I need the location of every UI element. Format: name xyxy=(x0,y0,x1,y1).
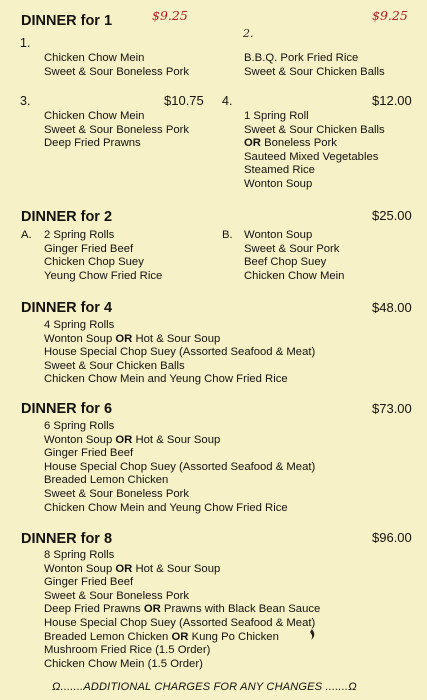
handwritten-price-left: $9.25 xyxy=(152,8,188,23)
option-b-items xyxy=(244,229,344,283)
handwritten-price-right: $9.25 xyxy=(372,8,408,23)
dinner-for-6-items xyxy=(44,420,315,515)
menu-item: Wonton Soup xyxy=(244,177,313,190)
menu-item: Chicken Chow Mein and Yeung Chow Fried Rice xyxy=(44,373,288,386)
menu-item: Sweet & Sour Chicken Balls xyxy=(244,123,385,136)
menu-item: Sweet & Sour Boneless Pork xyxy=(44,487,190,500)
menu-item: 6 Spring Rolls xyxy=(44,420,115,432)
dinner-for-2-title: DINNER for 2 xyxy=(21,209,113,225)
menu-item: Sweet & Sour Pork xyxy=(244,242,340,255)
dinner-for-8-price: $96.00 xyxy=(372,530,412,545)
dinner-for-4-items xyxy=(44,319,315,387)
dinner-for-8-title: DINNER for 8 xyxy=(21,531,113,547)
dinner-for-6-title: DINNER for 6 xyxy=(21,401,113,417)
dinner-for-6-price: $73.00 xyxy=(372,401,412,416)
menu-item: Wonton Soup OR Hot & Sour Soup xyxy=(44,562,221,575)
menu-item: 2 Spring Rolls xyxy=(44,229,115,241)
option-2-items xyxy=(244,52,385,79)
dinner-for-8-items xyxy=(44,549,320,671)
menu-item: Chicken Chow Mein xyxy=(44,52,145,64)
menu-item: Deep Fried Prawns OR Prawns with Black Bean Sauce xyxy=(44,603,321,616)
option-1-number: 1. xyxy=(20,36,31,50)
menu-item: 4 Spring Rolls xyxy=(44,319,115,331)
menu-item: Sweet & Sour Boneless Pork xyxy=(44,123,190,136)
menu-item: Yeung Chow Fried Rice xyxy=(44,269,163,282)
menu-item: Sweet & Sour Boneless Pork xyxy=(44,65,190,78)
menu-item: Chicken Chop Suey xyxy=(44,256,144,269)
menu-item: Beef Chop Suey xyxy=(244,256,327,269)
menu-item: Ginger Fried Beef xyxy=(44,576,134,589)
dinner-for-1-title: DINNER for 1 xyxy=(21,13,113,29)
menu-item: Ginger Fried Beef xyxy=(44,242,134,255)
menu-item: Mushroom Fried Rice (1.5 Order) xyxy=(44,644,211,657)
menu-item: Chicken Chow Mein (1.5 Order) xyxy=(44,657,203,670)
menu-item: Wonton Soup OR Hot & Sour Soup xyxy=(44,433,221,446)
menu-item: 1 Spring Roll xyxy=(244,110,309,122)
option-4-price: $12.00 xyxy=(372,93,412,108)
menu-item: Breaded Lemon Chicken OR Kung Po Chicken xyxy=(44,630,279,643)
menu-item: Deep Fried Prawns xyxy=(44,137,141,150)
option-1-items xyxy=(44,52,189,79)
option-3-price: $10.75 xyxy=(164,93,204,108)
footer-note: Ω.......ADDITIONAL CHARGES FOR ANY CHANGES .......Ω xyxy=(52,681,357,693)
menu-item: Sauteed Mixed Vegetables xyxy=(244,150,379,163)
menu-item: Sweet & Sour Chicken Balls xyxy=(44,359,185,372)
menu-item: Steamed Rice xyxy=(244,164,315,177)
option-b-label: B. xyxy=(222,229,233,241)
menu-item: Chicken Chow Mein xyxy=(244,269,345,282)
dinner-for-4-price: $48.00 xyxy=(372,300,412,315)
menu-item: OR Boneless Pork xyxy=(244,137,337,150)
menu-item: Sweet & Sour Boneless Pork xyxy=(44,589,190,602)
menu-item: Wonton Soup xyxy=(244,229,313,241)
option-a-label: A. xyxy=(21,229,32,241)
menu-item: Chicken Chow Mein and Yeung Chow Fried Rice xyxy=(44,501,288,514)
dinner-for-2-price: $25.00 xyxy=(372,208,412,223)
option-4-number: 4. xyxy=(222,94,233,108)
menu-item: Chicken Chow Mein xyxy=(44,110,145,122)
chili-pepper-icon xyxy=(308,629,316,640)
menu-item: Sweet & Sour Chicken Balls xyxy=(244,65,385,78)
menu-item: 8 Spring Rolls xyxy=(44,549,115,561)
menu-item: Ginger Fried Beef xyxy=(44,447,134,460)
dinner-for-4-title: DINNER for 4 xyxy=(21,300,113,316)
handwritten-option-number: 2. xyxy=(243,27,254,40)
menu-item: Breaded Lemon Chicken xyxy=(44,474,169,487)
menu-item: Wonton Soup OR Hot & Sour Soup xyxy=(44,332,221,345)
menu-item: House Special Chop Suey (Assorted Seafood & Meat) xyxy=(44,460,316,473)
option-a-items xyxy=(44,229,162,283)
option-3-number: 3. xyxy=(20,94,31,108)
menu-item: B.B.Q. Pork Fried Rice xyxy=(244,52,359,64)
menu-item: House Special Chop Suey (Assorted Seafood & Meat) xyxy=(44,616,316,629)
menu-item: House Special Chop Suey (Assorted Seafood & Meat) xyxy=(44,346,316,359)
option-3-items xyxy=(44,110,189,151)
option-4-items xyxy=(244,110,385,192)
